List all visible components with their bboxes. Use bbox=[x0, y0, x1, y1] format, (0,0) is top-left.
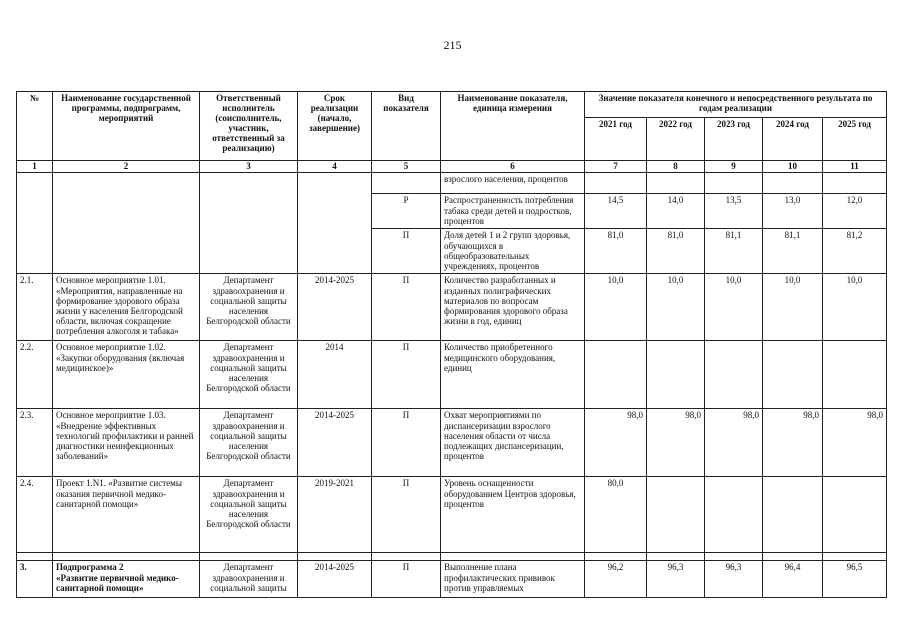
column-number: 3 bbox=[200, 161, 298, 173]
row-num: 2.2. bbox=[17, 341, 53, 409]
row-indicator: Количество разработанных и изданных полиграфических материалов по вопросам формирования здорового образа жизни в год, единиц bbox=[441, 274, 585, 341]
row-name: Основное мероприятие 1.01. «Мероприятия, направленные на формирование здорового образа жизни у населения Белгородской области, включая сокращение потребления алкоголя и табака» bbox=[53, 274, 200, 341]
row-indicator: Доля детей 1 и 2 групп здоровья, обучающихся в общеобразовательных учреждениях, процентов bbox=[441, 229, 585, 274]
row-indicator-type: П bbox=[372, 229, 441, 274]
row-value: 13,5 bbox=[705, 194, 763, 229]
row-indicator-type: П bbox=[372, 561, 441, 598]
row-term: 2019-2021 bbox=[298, 477, 372, 553]
column-number: 7 bbox=[585, 161, 647, 173]
row-value bbox=[705, 477, 763, 553]
row-executor: Департамент здравоохранения и социальной защиты населения Белгородской области bbox=[200, 341, 298, 409]
row-indicator: Выполнение плана профилактических прививок против управляемых bbox=[441, 561, 585, 598]
row-value bbox=[647, 477, 705, 553]
row-indicator-type: П bbox=[372, 274, 441, 341]
row-value: 81,1 bbox=[705, 229, 763, 274]
row-value: 81,2 bbox=[823, 229, 887, 274]
row-value bbox=[823, 173, 887, 194]
table-row bbox=[17, 274, 887, 341]
header-term: Срок реализации (начало, завершение) bbox=[298, 92, 372, 161]
row-term bbox=[298, 173, 372, 274]
row-value: 14,5 bbox=[585, 194, 647, 229]
row-value bbox=[705, 173, 763, 194]
table-row bbox=[17, 409, 887, 477]
table-row bbox=[17, 341, 887, 409]
header-row bbox=[17, 92, 887, 118]
header-name: Наименование государственной программы, подпрограмм, мероприятий bbox=[53, 92, 200, 161]
header-indicator-type: Вид показателя bbox=[372, 92, 441, 161]
row-indicator-type: П bbox=[372, 409, 441, 477]
row-name: Основное мероприятие 1.03. «Внедрение эффективных технологий профилактики и ранней диагностики неинфекционных заболеваний» bbox=[53, 409, 200, 477]
row-value: 98,0 bbox=[823, 409, 887, 477]
row-indicator-type bbox=[372, 173, 441, 194]
row-value: 10,0 bbox=[585, 274, 647, 341]
header-executor: Ответственный исполнитель (соисполнитель, участник, ответственный за реализацию) bbox=[200, 92, 298, 161]
row-value bbox=[585, 341, 647, 409]
row-value: 81,0 bbox=[585, 229, 647, 274]
row-value bbox=[763, 477, 823, 553]
row-indicator: Распространенность потребления табака среди детей и подростков, процентов bbox=[441, 194, 585, 229]
row-name bbox=[53, 173, 200, 274]
row-name: Проект 1.N1. «Развитие системы оказания первичной медико-санитарной помощи» bbox=[53, 477, 200, 553]
row-term: 2014-2025 bbox=[298, 409, 372, 477]
column-number: 6 bbox=[441, 161, 585, 173]
row-value: 10,0 bbox=[647, 274, 705, 341]
table-row bbox=[17, 173, 887, 194]
row-value bbox=[585, 173, 647, 194]
row-num: 3. bbox=[17, 561, 53, 598]
subprogram-title: Подпрограмма 2 bbox=[56, 562, 124, 573]
row-value: 96,2 bbox=[585, 561, 647, 598]
row-value bbox=[647, 341, 705, 409]
row-value bbox=[823, 477, 887, 553]
row-value bbox=[647, 173, 705, 194]
row-value: 81,0 bbox=[647, 229, 705, 274]
page-number: 215 bbox=[443, 38, 462, 52]
row-executor: Департамент здравоохранения и социальной защиты bbox=[200, 561, 298, 598]
row-executor: Департамент здравоохранения и социальной защиты населения Белгородской области bbox=[200, 409, 298, 477]
row-num bbox=[17, 173, 53, 274]
row-value: 81,1 bbox=[763, 229, 823, 274]
table-row bbox=[17, 561, 887, 598]
row-value bbox=[763, 341, 823, 409]
column-number: 8 bbox=[647, 161, 705, 173]
row-indicator: взрослого населения, процентов bbox=[441, 173, 585, 194]
header-num: № bbox=[17, 92, 53, 161]
row-value: 98,0 bbox=[705, 409, 763, 477]
row-indicator-type: П bbox=[372, 341, 441, 409]
row-value: 96,3 bbox=[647, 561, 705, 598]
row-value: 96,5 bbox=[823, 561, 887, 598]
row-value: 80,0 bbox=[585, 477, 647, 553]
row-value: 96,3 bbox=[705, 561, 763, 598]
row-term: 2014-2025 bbox=[298, 561, 372, 598]
row-name bbox=[53, 561, 200, 598]
column-number: 2 bbox=[53, 161, 200, 173]
row-value: 10,0 bbox=[705, 274, 763, 341]
row-value: 10,0 bbox=[823, 274, 887, 341]
row-name: Основное мероприятие 1.02. «Закупки оборудования (включая медицинское)» bbox=[53, 341, 200, 409]
row-num: 2.3. bbox=[17, 409, 53, 477]
table-row-spacer bbox=[17, 553, 887, 561]
column-number: 1 bbox=[17, 161, 53, 173]
row-value bbox=[763, 173, 823, 194]
row-value bbox=[823, 341, 887, 409]
row-value: 10,0 bbox=[763, 274, 823, 341]
row-executor bbox=[200, 173, 298, 274]
row-value: 98,0 bbox=[763, 409, 823, 477]
row-term: 2014 bbox=[298, 341, 372, 409]
row-value: 14,0 bbox=[647, 194, 705, 229]
row-executor: Департамент здравоохранения и социальной защиты населения Белгородской области bbox=[200, 274, 298, 341]
indicators-table bbox=[16, 91, 887, 598]
row-value: 98,0 bbox=[585, 409, 647, 477]
row-term: 2014-2025 bbox=[298, 274, 372, 341]
row-num: 2.1. bbox=[17, 274, 53, 341]
header-values: Значение показателя конечного и непосредственного результата по годам реализации bbox=[585, 92, 887, 118]
row-indicator: Уровень оснащенности оборудованием Центров здоровья, процентов bbox=[441, 477, 585, 553]
column-number: 9 bbox=[705, 161, 763, 173]
row-indicator: Количество приобретенного медицинского оборудования, единиц bbox=[441, 341, 585, 409]
column-number: 5 bbox=[372, 161, 441, 173]
row-value: 96,4 bbox=[763, 561, 823, 598]
header-year: 2021 год bbox=[585, 118, 647, 161]
row-value: 12,0 bbox=[823, 194, 887, 229]
header-year: 2024 год bbox=[763, 118, 823, 161]
row-executor: Департамент здравоохранения и социальной защиты населения Белгородской области bbox=[200, 477, 298, 553]
column-number-row bbox=[17, 161, 887, 173]
subprogram-subtitle: «Развитие первичной медико-санитарной помощи» bbox=[56, 572, 179, 593]
row-value bbox=[705, 341, 763, 409]
header-year: 2023 год bbox=[705, 118, 763, 161]
header-indicator-name: Наименование показателя, единица измерения bbox=[441, 92, 585, 161]
row-indicator-type: Р bbox=[372, 194, 441, 229]
row-indicator: Охват мероприятиями по диспансеризации взрослого населения области от числа подлежащих диспансеризации, процентов bbox=[441, 409, 585, 477]
column-number: 4 bbox=[298, 161, 372, 173]
row-indicator-type: П bbox=[372, 477, 441, 553]
table-row bbox=[17, 477, 887, 553]
row-value: 98,0 bbox=[647, 409, 705, 477]
header-year: 2022 год bbox=[647, 118, 705, 161]
header-year: 2025 год bbox=[823, 118, 887, 161]
row-value: 13,0 bbox=[763, 194, 823, 229]
row-num: 2.4. bbox=[17, 477, 53, 553]
column-number: 11 bbox=[823, 161, 887, 173]
column-number: 10 bbox=[763, 161, 823, 173]
